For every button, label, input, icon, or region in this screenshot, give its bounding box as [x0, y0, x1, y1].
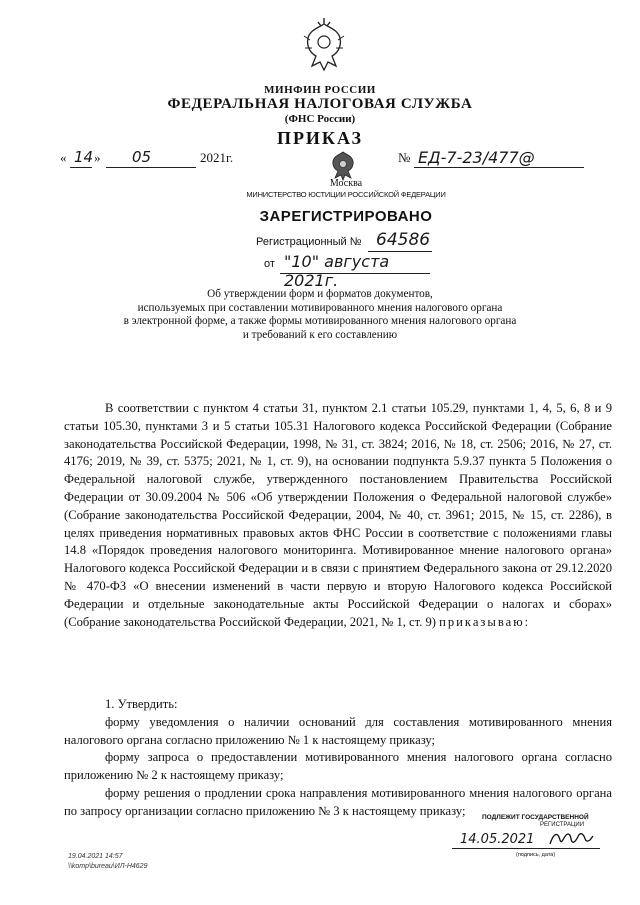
- date-close-quote: »: [94, 150, 101, 165]
- preamble-paragraph: [64, 400, 612, 631]
- regbox-date: 14.05.2021: [460, 832, 535, 847]
- stamp-city: Москва: [329, 178, 363, 189]
- date-day: 14: [74, 148, 94, 166]
- stamp-registered: ЗАРЕГИСТРИРОВАНО: [259, 208, 433, 225]
- stamp-date-value: "10" августа 2021г.: [284, 252, 390, 290]
- title-line-3: в электронной форме, а также формы мотивированного мнения налогового органа: [123, 315, 517, 328]
- footer-path: \\komp\bureau\ИЛ-Н4629: [68, 863, 148, 870]
- file-footer: [68, 852, 147, 872]
- list-item: форму уведомления о наличии оснований для составления мотивированного мнения налогового органа согласно приложению № 1 к настоящему приказу;: [64, 714, 612, 747]
- stamp-reg-label: Регистрационный №: [256, 236, 362, 248]
- doc-type: ПРИКАЗ: [276, 128, 364, 148]
- order-word: приказываю:: [439, 614, 531, 629]
- regbox-caption: (подпись, дата): [516, 852, 556, 858]
- regbox-title: ПОДЛЕЖИТ ГОСУДАРСТВЕННОЙ: [482, 814, 589, 821]
- date-open-quote: «: [60, 150, 67, 165]
- stamp-reg-number: 64586: [376, 230, 431, 250]
- registration-stamp: [246, 150, 446, 290]
- order-date: [60, 146, 240, 168]
- service-name: ФЕДЕРАЛЬНАЯ НАЛОГОВАЯ СЛУЖБА: [167, 96, 473, 112]
- regbox-line: [452, 848, 600, 849]
- registration-box: [452, 814, 600, 860]
- approve-list: [64, 696, 612, 821]
- regbox-subtitle: РЕГИСТРАЦИИ: [540, 822, 585, 828]
- stamp-ministry: МИНИСТЕРСТВО ЮСТИЦИИ РОССИЙСКОЙ ФЕДЕРАЦИИ: [246, 190, 446, 199]
- signature-icon: [548, 828, 594, 848]
- ministry-label: МИНФИН РОССИИ: [264, 84, 376, 96]
- date-month: 05: [132, 148, 152, 166]
- title-line-4: и требований к его составлению: [242, 328, 398, 341]
- list-item: форму запроса о предоставлении мотивированного мнения налогового органа согласно приложению № 2 к настоящему приказу;: [64, 750, 612, 783]
- stamp-date-label: от: [264, 258, 275, 270]
- number-label: №: [398, 150, 411, 165]
- service-abbr: (ФНС России): [284, 113, 356, 125]
- list-item: форму решения о продлении срока направления мотивированного мнения налогового органа по запросу организации согласно приложению № 3 к настоящему приказу;: [64, 785, 612, 818]
- number-value: ЕД-7-23/477@: [418, 148, 535, 167]
- list-head: 1. Утвердить:: [105, 697, 178, 711]
- preamble: [64, 400, 612, 631]
- date-day-underline: [70, 166, 92, 168]
- stamp-date-underline: [280, 272, 430, 274]
- title-line-1: Об утверждении форм и форматов документов,: [207, 288, 433, 300]
- date-year: 2021г.: [200, 150, 234, 165]
- footer-timestamp: 19.04.2021 14:57: [68, 853, 123, 860]
- title-line-2: используемых при составлении мотивированного мнения налогового органа: [137, 301, 503, 314]
- document-title: [0, 288, 640, 342]
- emblem-icon: [302, 18, 346, 74]
- preamble-text: В соответствии с пунктом 4 статьи 31, пунктом 2.1 статьи 105.29, пунктами 1, 4, 5, 6, 8 и 9 статьи 105.30, пунктами 3 и 5 статьи 105.31 Налогового кодекса Российской Федерации (Собрание законодательства Российской Федерации, 1998, № 31, ст. 3824; 2016, № 18, ст. 2506; 2016, № 27, ст. 4176; 2019, № 39, ст. 5375; 2021, № 1, ст. 9), на основании подпункта 5.9.37 пункта 5 Положения о Федеральной налоговой службе, утвержденного постановлением Правительства Российской Федерации от 30.09.2004 № 506 «Об утверждении Положения о Федеральной налоговой службе» (Собрание законодательства Российской Федерации, 2004, № 40, ст. 3961; 2015, № 15, ст. 2286), в целях приведения нормативных правовых актов ФНС России в соответствие с положениями главы 14.8 «Порядок проведения налогового мониторинга. Мотивированное мнение налогового органа» Налогового кодекса Российской Федерации и в связи с принятием Федерального закона от 29.12.2020 № 470-ФЗ «О внесении изменений в части первую и вторую Налогового кодекса Российской Федерации и отдельные законодательные акты Российской Федерации о налогах и сборах» (Собрание законодательства Российской Федерации, 2021, № 1, ст. 9): [64, 401, 612, 629]
- date-month-underline: [106, 166, 196, 168]
